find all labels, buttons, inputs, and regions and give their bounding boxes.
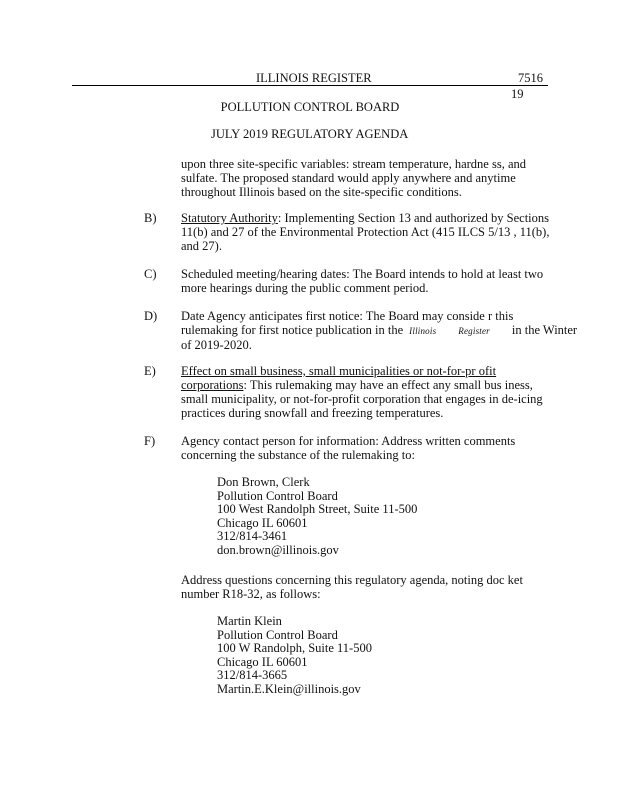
contact-name: Martin Klein [217, 614, 282, 628]
contact-street: 100 West Randolph Street, Suite 11-500 [217, 502, 418, 516]
item-e-paragraph [181, 364, 543, 420]
contact-city: Chicago IL 60601 [217, 654, 308, 669]
intro-line-3: throughout Illinois based on the site-specific conditions. [181, 185, 462, 199]
item-c-letter: C) [144, 267, 157, 281]
page-number: 7516 [518, 71, 543, 85]
item-c-line-1: Scheduled meeting/hearing dates: The Board intends to hold at least two [181, 267, 544, 281]
contact-block-clerk [217, 476, 417, 557]
item-b-line-1-rest: : Implementing Section 13 and authorized by Sections [277, 211, 549, 225]
item-f-line-1: Agency contact person for information: Address written comments [181, 434, 516, 448]
header-rule [72, 85, 548, 86]
contact-phone: 312/814-3665 [217, 668, 288, 682]
italic-illinois: Illinois [409, 326, 437, 336]
item-e-line-1 [181, 364, 543, 378]
item-b-line-1 [181, 211, 549, 225]
questions-line-2: number R18-32, as follows: [181, 587, 321, 601]
item-e-line-4: practices during snowfall and freezing temperatures. [181, 406, 444, 420]
item-c-paragraph [181, 267, 543, 295]
item-d-line-2 [181, 323, 577, 338]
item-d-line-3: of 2019-2020. [181, 338, 252, 352]
contact-block-klein [217, 615, 372, 696]
intro-line-2: sulfate. The proposed standard would apply anywhere and anytime [181, 171, 516, 185]
item-e-letter: E) [144, 364, 156, 378]
contact-city: Chicago IL 60601 [217, 515, 308, 530]
item-f-paragraph [181, 434, 515, 462]
item-e-heading-2: corporations [181, 378, 244, 392]
item-b-line-3: and 27). [181, 239, 222, 253]
contact-email: don.brown@illinois.gov [217, 542, 339, 557]
item-e-line-3: small municipality, or not-for-profit corporation that engages in de-icing [181, 392, 543, 406]
agenda-title: JULY 2019 REGULATORY AGENDA [211, 127, 409, 141]
intro-line-1: upon three site-specific variables: stream temperature, hardne ss, and [181, 157, 527, 171]
item-f-line-2: concerning the substance of the rulemaking to: [181, 448, 415, 462]
contact-street: 100 W Randolph, Suite 11-500 [217, 641, 372, 655]
contact-phone: 312/814-3461 [217, 529, 288, 543]
item-c-line-2: more hearings during the public comment period. [181, 281, 429, 295]
contact-org: Pollution Control Board [217, 627, 338, 642]
item-d-line-1: Date Agency anticipates first notice: The Board may conside r this [181, 309, 514, 323]
contact-name: Don Brown, Clerk [217, 475, 310, 489]
register-title: ILLINOIS REGISTER [256, 71, 372, 85]
item-d-letter: D) [144, 309, 158, 323]
item-b-paragraph [181, 211, 549, 253]
contact-email: Martin.E.Klein@illinois.gov [217, 681, 361, 696]
intro-paragraph [181, 157, 526, 199]
agency-title: POLLUTION CONTROL BOARD [220, 100, 400, 114]
questions-line-1: Address questions concerning this regulatory agenda, noting doc ket [181, 573, 523, 587]
item-e-heading-1: Effect on small business, small municipalities or not-for-pr ofit [181, 364, 497, 378]
item-b-line-2: 11(b) and 27 of the Environmental Protection Act (415 ILCS 5/13 , 11(b), [181, 225, 550, 239]
item-f-letter: F) [144, 434, 156, 448]
item-b-heading: Statutory Authority [181, 211, 278, 225]
item-b-letter: B) [144, 211, 157, 225]
item-d-line-2-end: in the Winter [511, 323, 578, 337]
questions-paragraph [181, 573, 523, 601]
item-e-line-2-rest: : This rulemaking may have an effect any small bus iness, [243, 378, 533, 392]
contact-org: Pollution Control Board [217, 488, 338, 503]
italic-register: Register [458, 326, 490, 336]
item-e-line-2 [181, 378, 543, 392]
issue-number: 19 [511, 87, 524, 101]
item-d-paragraph [181, 309, 577, 352]
item-d-line-2-start: rulemaking for first notice publication in the [181, 323, 404, 337]
